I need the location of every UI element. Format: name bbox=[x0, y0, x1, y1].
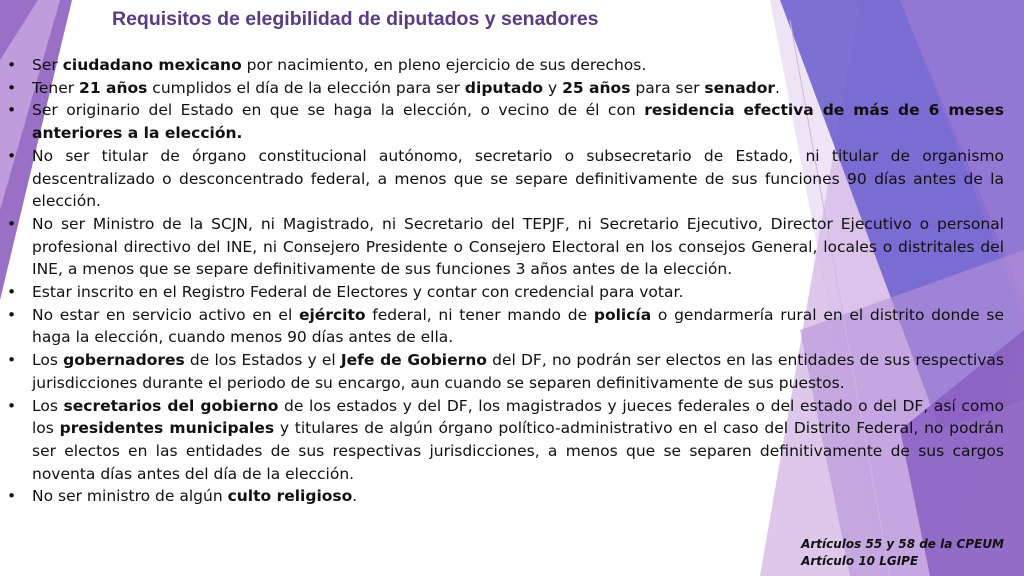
requirement-text: Ser originario del Estado en que se haga la elección, o vecino de él con bbox=[32, 101, 645, 120]
requirement-text: Los bbox=[32, 396, 64, 415]
requirement-text: . bbox=[775, 78, 780, 97]
requirement-emphasis: diputado bbox=[464, 78, 544, 97]
requirement-emphasis: ciudadano mexicano bbox=[62, 56, 242, 74]
requirement-text: cumplidos el día de la elección para ser bbox=[147, 78, 465, 97]
requirement-item bbox=[6, 281, 1004, 304]
legal-reference bbox=[801, 536, 1004, 570]
requirement-emphasis: Jefe de Gobierno bbox=[340, 351, 487, 370]
requirement-text: y titulares de algún órgano político-administrativo en el caso del Distrito Federal, no podrán ser electos en las entidades de sus respectivas jurisdicciones, a menos que se separen definitivamente de sus cargos noventa días antes del día de la elección. bbox=[32, 419, 1004, 483]
requirement-text: o gendarmería rural en el distrito donde se haga la elección, cuando menos 90 días antes de ella. bbox=[32, 305, 1005, 347]
requirement-text: y bbox=[543, 78, 563, 97]
reference-line-1: Artículos 55 y 58 de la CPEUM bbox=[801, 537, 1004, 551]
requirement-item bbox=[6, 485, 1004, 508]
requirement-text: Los bbox=[32, 351, 64, 370]
requirement-text: No ser Ministro de la SCJN, ni Magistrado, ni Secretario del TEPJF, ni Secretario Ejecutivo, Director Ejecutivo o personal profesional directivo del INE, ni Consejero Presidente o Consejero Electoral en los consejos General, locales o distritales del INE, a menos que se separe definitivamente de sus funciones 3 años antes de la elección. bbox=[32, 214, 1004, 279]
requirement-text: de los Estados y el bbox=[184, 351, 341, 370]
requirement-item bbox=[6, 99, 1004, 144]
requirement-text: de los estados y del DF, los magistrados y jueces federales o del estado o del DF, así como los bbox=[32, 396, 1004, 438]
requirement-item bbox=[6, 395, 1004, 486]
requirement-text: Estar inscrito en el Registro Federal de Electores y contar con credencial para votar. bbox=[32, 283, 684, 302]
requirement-text: No estar en servicio activo en el bbox=[32, 305, 299, 324]
requirement-emphasis: 21 años bbox=[79, 78, 148, 97]
requirement-text: No ser titular de órgano constitucional autónomo, secretario o subsecretario de Estado, ni titular de organismo descentralizado o desconcentrado federal, a menos que se separe definitivamente de sus funciones 90 días antes de la elección. bbox=[32, 146, 1004, 211]
requirement-emphasis: gobernadores bbox=[63, 351, 185, 370]
requirement-text: . bbox=[352, 487, 358, 506]
requirement-text: para ser bbox=[630, 78, 705, 97]
requirement-text: federal, ni tener mando de bbox=[365, 305, 594, 324]
requirement-item bbox=[6, 304, 1004, 349]
requirement-text: No ser ministro de algún bbox=[32, 487, 228, 506]
requirement-emphasis: policía bbox=[593, 305, 652, 324]
slide-title: Requisitos de elegibilidad de diputados y senadores bbox=[112, 8, 599, 30]
requirement-text: Ser bbox=[32, 56, 63, 74]
requirement-emphasis: culto religioso bbox=[227, 487, 353, 506]
requirement-emphasis: residencia efectiva de más de 6 meses anteriores a la elección. bbox=[32, 101, 1004, 143]
requirement-item bbox=[6, 349, 1004, 394]
requirement-emphasis: senador bbox=[704, 78, 776, 97]
requirement-item bbox=[6, 54, 1004, 77]
reference-line-2: Artículo 10 LGIPE bbox=[801, 554, 919, 568]
requirement-item bbox=[6, 145, 1004, 213]
requirement-item bbox=[6, 213, 1004, 281]
requirement-emphasis: secretarios del gobierno bbox=[63, 396, 279, 415]
requirements-list bbox=[6, 54, 1004, 508]
requirement-emphasis: ejército bbox=[298, 305, 366, 324]
requirement-text: por nacimiento, en pleno ejercicio de sus derechos. bbox=[241, 56, 647, 74]
requirement-item bbox=[6, 77, 1004, 100]
requirement-text: Tener bbox=[32, 78, 80, 97]
requirement-text: del DF, no podrán ser electos en las entidades de sus respectivas jurisdicciones durante el periodo de su encargo, aun cuando se separen definitivamente de sus puestos. bbox=[32, 351, 1004, 392]
requirement-emphasis: presidentes municipales bbox=[59, 419, 275, 438]
requirement-emphasis: 25 años bbox=[562, 78, 631, 97]
